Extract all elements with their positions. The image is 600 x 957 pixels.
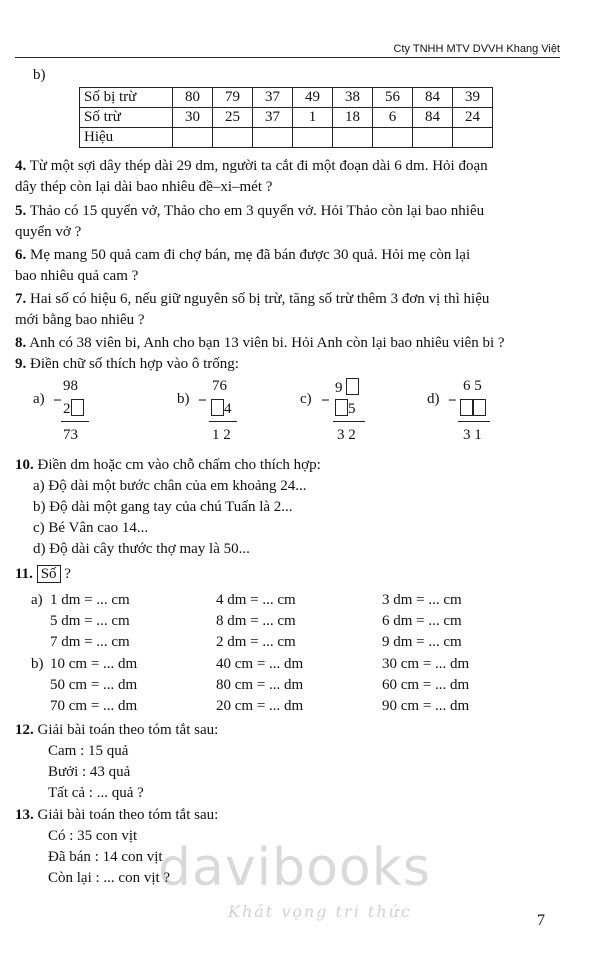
value-cell: 1 — [293, 108, 333, 128]
watermark: davibooks — [158, 838, 431, 898]
table-row — [80, 128, 493, 148]
question-7: 7. Hai số có hiệu 6, nếu giữ nguyên số bị trừ, tăng số trừ thêm 3 đơn vị thì hiệu — [15, 291, 490, 307]
question-5-line2: quyển vở ? — [15, 224, 82, 240]
value-cell: 25 — [213, 108, 253, 128]
conversion-item: 1 dm = ... cm — [50, 592, 130, 608]
answer-cell[interactable] — [373, 128, 413, 148]
page-header: Cty TNHH MTV DVVH Khang Việt — [393, 43, 560, 55]
conversion-item: 60 cm = ... dm — [382, 677, 470, 693]
blank-box[interactable] — [211, 399, 224, 416]
blank-box[interactable] — [346, 378, 359, 395]
question-4: 4. Từ một sợi dây thép dài 29 dm, người ta cắt đi một đoạn dài 6 dm. Hỏi đoạn — [15, 158, 488, 174]
row-label: Hiệu — [80, 128, 173, 148]
subtraction-b: b) − 76 4 1 2 — [177, 378, 257, 448]
value-cell: 24 — [453, 108, 493, 128]
question-11: 11. Số ? — [15, 566, 71, 582]
question-6: 6. Mẹ mang 50 quả cam đi chợ bán, mẹ đã bán được 30 quả. Hỏi mẹ còn lại — [15, 247, 471, 263]
answer-cell[interactable] — [333, 128, 373, 148]
subtraction-table — [79, 87, 493, 148]
question-7-line2: mới bằng bao nhiêu ? — [15, 312, 145, 328]
q11-b-label: b) — [31, 656, 44, 672]
question-9: 9. Điền chữ số thích hợp vào ô trống: — [15, 356, 239, 372]
q10-item-b: b) Độ dài một gang tay của chú Tuấn là 2... — [33, 499, 293, 515]
value-cell: 37 — [253, 108, 293, 128]
question-5: 5. Thảo có 15 quyển vở, Thảo cho em 3 quyển vở. Hỏi Thảo còn lại bao nhiêu — [15, 203, 485, 219]
q13-line-3: Còn lại : ... con vịt ? — [48, 870, 171, 886]
value-cell: 38 — [333, 88, 373, 108]
value-cell: 37 — [253, 88, 293, 108]
number-stamp: Số — [37, 565, 61, 583]
conversion-item: 6 dm = ... cm — [382, 613, 462, 629]
value-cell: 18 — [333, 108, 373, 128]
q12-line-1: Cam : 15 quả — [48, 743, 129, 759]
conversion-item: 2 dm = ... cm — [216, 634, 296, 650]
conversion-item: 7 dm = ... cm — [50, 634, 130, 650]
question-6-line2: bao nhiêu quả cam ? — [15, 268, 139, 284]
q10-item-d: d) Độ dài cây thước thợ may là 50... — [33, 541, 250, 557]
conversion-item: 30 cm = ... dm — [382, 656, 470, 672]
conversion-item: 50 cm = ... dm — [50, 677, 138, 693]
value-cell: 79 — [213, 88, 253, 108]
conversion-item: 8 dm = ... cm — [216, 613, 296, 629]
conversion-item: 90 cm = ... dm — [382, 698, 470, 714]
blank-box[interactable] — [71, 399, 84, 416]
value-cell: 80 — [173, 88, 213, 108]
q12-line-3: Tất cả : ... quả ? — [48, 785, 144, 801]
value-cell: 84 — [413, 108, 453, 128]
watermark-slogan: Khát vọng tri thức — [228, 902, 412, 921]
value-cell: 39 — [453, 88, 493, 108]
q10-item-a: a) Độ dài một bước chân của em khoảng 24... — [33, 478, 307, 494]
question-8: 8. Anh có 38 viên bi, Anh cho bạn 13 viên bi. Hỏi Anh còn lại bao nhiêu viên bi ? — [15, 335, 505, 351]
answer-cell[interactable] — [213, 128, 253, 148]
table-row — [80, 108, 493, 128]
answer-cell[interactable] — [173, 128, 213, 148]
blank-box[interactable] — [335, 399, 348, 416]
q12-line-2: Bưởi : 43 quả — [48, 764, 131, 780]
conversion-item: 5 dm = ... cm — [50, 613, 130, 629]
row-label: Số bị trừ — [80, 88, 173, 108]
conversion-item: 9 dm = ... cm — [382, 634, 462, 650]
page-number: 7 — [537, 912, 545, 929]
conversion-item: 3 dm = ... cm — [382, 592, 462, 608]
conversion-item: 70 cm = ... dm — [50, 698, 138, 714]
table-row — [80, 88, 493, 108]
value-cell: 56 — [373, 88, 413, 108]
question-4-line2: dây thép còn lại dài bao nhiêu đề–xi–mét ? — [15, 179, 273, 195]
question-10: 10. Điền dm hoặc cm vào chỗ chấm cho thích hợp: — [15, 457, 321, 473]
value-cell: 6 — [373, 108, 413, 128]
subtraction-c: c) − 9 5 3 2 — [300, 378, 380, 448]
value-cell: 30 — [173, 108, 213, 128]
answer-cell[interactable] — [413, 128, 453, 148]
blank-box[interactable] — [473, 399, 486, 416]
answer-cell[interactable] — [253, 128, 293, 148]
q10-item-c: c) Bé Vân cao 14... — [33, 520, 149, 536]
value-cell: 84 — [413, 88, 453, 108]
blank-box[interactable] — [460, 399, 473, 416]
part-b-label: b) — [33, 67, 46, 83]
q13-line-2: Đã bán : 14 con vịt — [48, 849, 163, 865]
conversion-item: 40 cm = ... dm — [216, 656, 304, 672]
conversion-item: 4 dm = ... cm — [216, 592, 296, 608]
header-rule — [15, 57, 560, 58]
question-13: 13. Giải bài toán theo tóm tắt sau: — [15, 807, 219, 823]
subtraction-a: a) − 98 2 73 — [33, 378, 103, 448]
q13-line-1: Có : 35 con vịt — [48, 828, 138, 844]
conversion-item: 80 cm = ... dm — [216, 677, 304, 693]
conversion-item: 10 cm = ... dm — [50, 656, 138, 672]
answer-cell[interactable] — [293, 128, 333, 148]
answer-cell[interactable] — [453, 128, 493, 148]
q11-a-label: a) — [31, 592, 43, 608]
question-12: 12. Giải bài toán theo tóm tắt sau: — [15, 722, 219, 738]
value-cell: 49 — [293, 88, 333, 108]
subtraction-d: d) − 6 5 3 1 — [427, 378, 507, 448]
row-label: Số trừ — [80, 108, 173, 128]
conversion-item: 20 cm = ... dm — [216, 698, 304, 714]
